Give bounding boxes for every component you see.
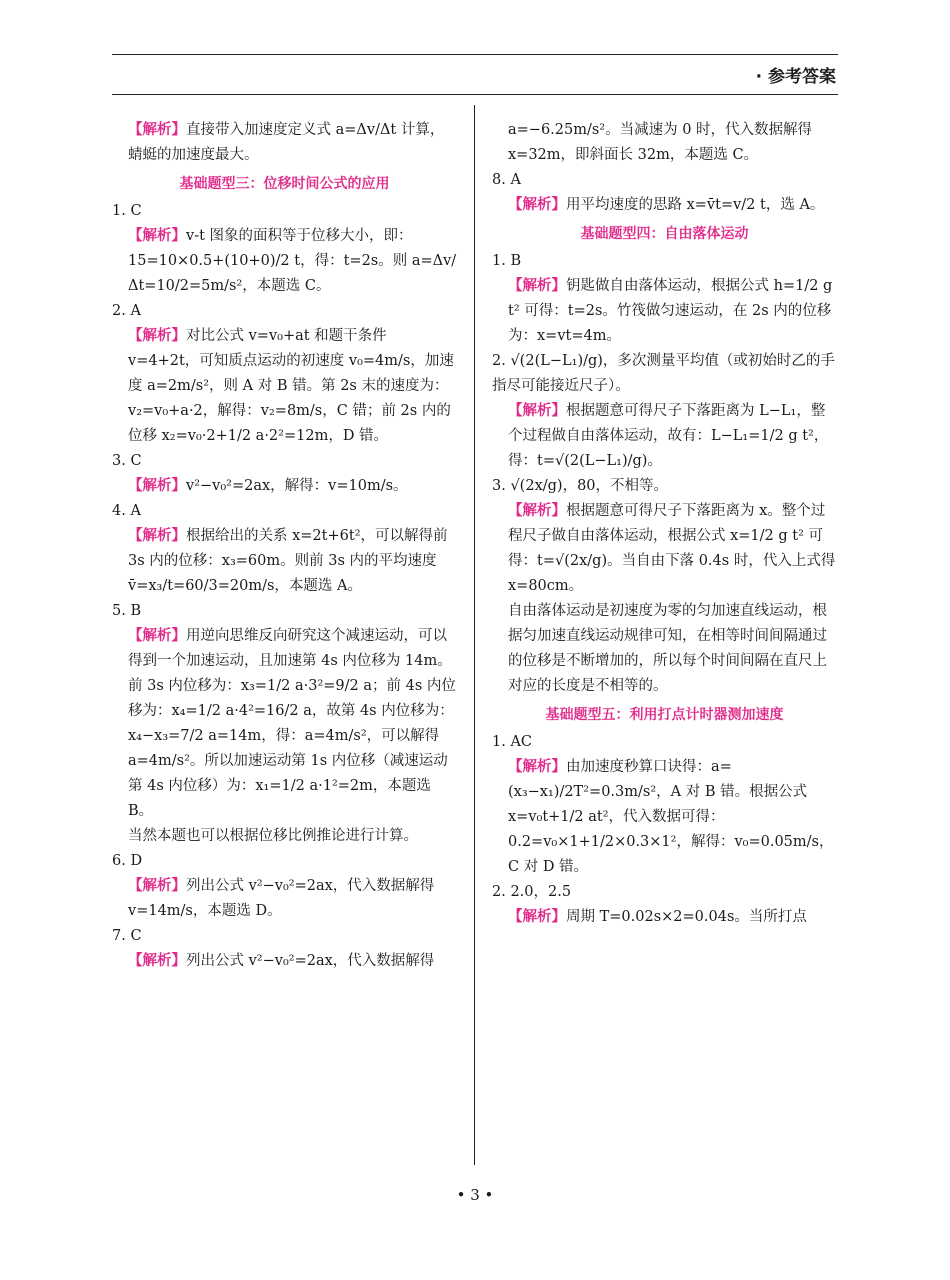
paragraph: 当然本题也可以根据位移比例推论进行计算。 [128,828,418,844]
explanation-text: 根据题意可得尺子下落距离为 x。整个过程尺子做自由落体运动，根据公式 x=1/2 g t² 可得：t=√(2x/g)。当自由下落 0.4s 时，代入上式得 x=80cm。 [508,503,836,594]
answer-item: 4. A [112,503,141,519]
explanation [492,755,837,880]
right-column [492,118,837,930]
explanation-text: 列出公式 v²−v₀²=2ax，代入数据解得 [186,953,435,969]
answer-item: 3. √(2x/g)，80，不相等。 [492,478,669,494]
analysis-tag: 【解析】 [128,628,186,644]
analysis-tag: 【解析】 [128,122,186,138]
explanation-text: 周期 T=0.02s×2=0.04s。当所打点 [566,909,807,925]
explanation-text: 根据题意可得尺子下落距离为 L−L₁，整个过程做自由落体运动，故有：L−L₁=1/2 g t²，得：t=√(2(L−L₁)/g)。 [508,403,829,469]
explanation [112,474,457,499]
explanation-text: 由加速度秒算口诀得：a=(x₃−x₁)/2T²=0.3m/s²，A 对 B 错。根据公式 x=v₀t+1/2 at²，代入数据可得：0.2=v₀×1+1/2×0.3×1²，解得：v₀=0.05m/s，C 对 D 错。 [508,759,834,875]
explanation-text: 根据给出的关系 x=2t+6t²，可以解得前 3s 内的位移：x₃=60m。则前 3s 内的平均速度 v̄=x₃/t=60/3=20m/s，本题选 A。 [128,528,448,594]
analysis-tag: 【解析】 [508,503,566,519]
analysis-tag: 【解析】 [128,878,186,894]
explanation [492,905,837,930]
analysis-tag: 【解析】 [508,759,566,775]
answer-item: 2. √(2(L−L₁)/g)，多次测量平均值（或初始时乙的手指尽可能接近尺子）。 [492,353,835,394]
paragraph: a=−6.25m/s²。当减速为 0 时，代入数据解得 x=32m，即斜面长 32m，本题选 C。 [508,122,813,163]
section-heading: 基础题型四：自由落体运动 [580,226,749,242]
header-bottom-rule [112,94,838,95]
answer-item: 3. C [112,453,142,469]
analysis-tag: 【解析】 [508,909,566,925]
analysis-tag: 【解析】 [128,953,186,969]
explanation [112,874,457,924]
page-number: • 3 • [456,1186,494,1204]
analysis-tag: 【解析】 [128,228,186,244]
explanation [112,118,457,168]
explanation-text: 直接带入加速度定义式 a=Δv/Δt 计算，蜻蜓的加速度最大。 [128,122,445,163]
answer-item: 2. A [112,303,141,319]
header-top-rule [112,54,838,55]
explanation [492,399,837,474]
explanation [112,324,457,449]
analysis-tag: 【解析】 [508,197,566,213]
explanation-text: 用逆向思维反向研究这个减速运动，可以得到一个加速运动，且加速第 4s 内位移为 14m。前 3s 内位移为：x₃=1/2 a·3²=9/2 a；前 4s 内位移为：x₄=1/2 a·4²=16/2 a，故第 4s 内位移为：x₄−x₃=7/2 a=14m，得：a=4m/s²，可以解得 a=4m/s²。所以加速运动第 1s 内位移（减速运动第 4s 内位移）为：x₁=1/2 a·1²=2m，本题选 B。 [128,628,456,819]
paragraph: 自由落体运动是初速度为零的匀加速直线运动，根据匀加速直线运动规律可知，在相等时间间隔通过的位移是不断增加的，所以每个时间间隔在直尺上对应的长度是不相等的。 [508,603,827,694]
analysis-tag: 【解析】 [128,528,186,544]
explanation-text: 列出公式 v²−v₀²=2ax，代入数据解得 v=14m/s，本题选 D。 [128,878,435,919]
explanation [112,624,457,824]
explanation-text: 用平均速度的思路 x=v̄t=v/2 t，选 A。 [566,197,825,213]
analysis-tag: 【解析】 [128,478,186,494]
explanation [492,274,837,349]
explanation [492,193,837,218]
answer-item: 7. C [112,928,142,944]
page-header-title: · 参考答案 [755,67,836,87]
explanation-text: 对比公式 v=v₀+at 和题干条件 v=4+2t，可知质点运动的初速度 v₀=4m/s，加速度 a=2m/s²，则 A 对 B 错。第 2s 末的速度为：v₂=v₀+a·2，解得：v₂=8m/s，C 错；前 2s 内的位移 x₂=v₀·2+1/2 a·2²=12m，D 错。 [128,328,454,444]
answer-item: 1. AC [492,734,533,750]
column-divider [474,105,475,1165]
answer-item: 6. D [112,853,143,869]
answer-item: 1. B [492,253,522,269]
answer-item: 2. 2.0，2.5 [492,884,572,900]
explanation [492,499,837,599]
analysis-tag: 【解析】 [128,328,186,344]
answer-item: 8. A [492,172,521,188]
section-heading: 基础题型三：位移时间公式的应用 [179,176,390,192]
explanation [112,224,457,299]
explanation-text: v²−v₀²=2ax，解得：v=10m/s。 [186,478,408,494]
analysis-tag: 【解析】 [508,403,566,419]
explanation [112,949,457,974]
left-column [112,118,457,974]
explanation-text: 钥匙做自由落体运动，根据公式 h=1/2 g t² 可得：t=2s。竹筏做匀速运动，在 2s 内的位移为：x=vt=4m。 [508,278,833,344]
explanation-text: v-t 图象的面积等于位移大小，即：15=10×0.5+(10+0)/2 t，得：t=2s。则 a=Δv/Δt=10/2=5m/s²，本题选 C。 [128,228,457,294]
answer-item: 1. C [112,203,142,219]
explanation [112,524,457,599]
analysis-tag: 【解析】 [508,278,566,294]
answer-item: 5. B [112,603,142,619]
section-heading: 基础题型五：利用打点计时器测加速度 [545,707,784,723]
